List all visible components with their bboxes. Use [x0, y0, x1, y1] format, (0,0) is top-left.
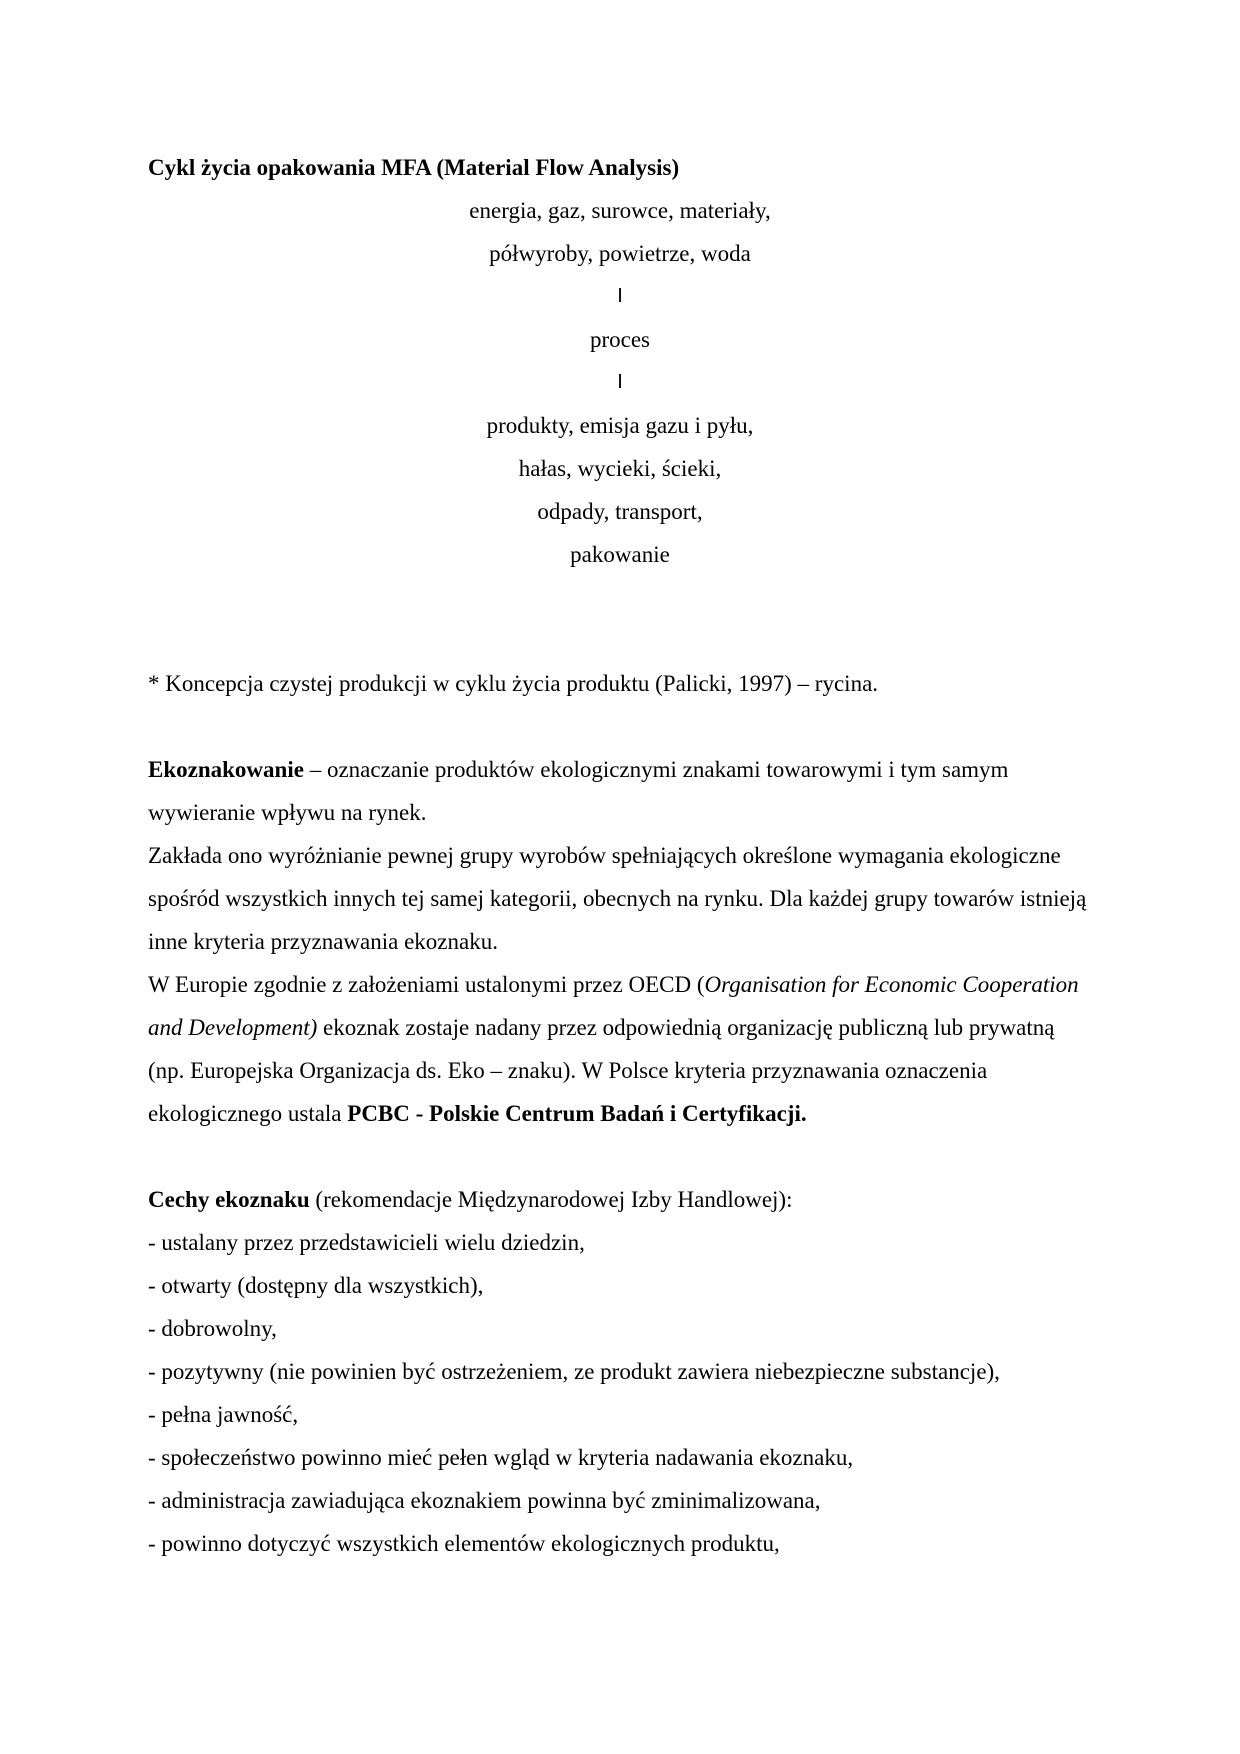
list-item: - pozytywny (nie powinien być ostrzeżeniem, ze produkt zawiera niebezpieczne substancje), — [148, 1350, 1092, 1393]
flow-separator: I — [617, 371, 623, 393]
flow-input-line: półwyroby, powietrze, woda — [489, 241, 751, 266]
ecolabel-section — [148, 748, 1092, 1135]
material-flow-diagram — [148, 189, 1092, 576]
ecolabel-term: Ekoznakowanie — [148, 757, 304, 782]
oecd-full-name: Organisation for Economic Cooperation and Development) — [148, 972, 1079, 1040]
ecolabel-definition-text: – oznaczanie produktów ekologicznymi znakami towarowymi i tym samym wywieranie wpływu na rynek. — [148, 757, 1009, 825]
ecolabel-paragraph — [148, 963, 1092, 1135]
flow-output-line: pakowanie — [570, 542, 670, 567]
list-item: - administracja zawiadująca ekoznakiem powinna być zminimalizowana, — [148, 1479, 1092, 1522]
ecolabel-definition — [148, 748, 1092, 834]
page-title: Cykl życia opakowania MFA (Material Flow Analysis) — [148, 155, 680, 180]
flow-output-line: odpady, transport, — [537, 499, 703, 524]
list-item: - otwarty (dostępny dla wszystkich), — [148, 1264, 1092, 1307]
features-heading-line — [148, 1178, 1092, 1221]
list-item: - powinno dotyczyć wszystkich elementów ekologicznych produktu, — [148, 1522, 1092, 1565]
ecolabel-paragraph: Zakłada ono wyróżnianie pewnej grupy wyrobów spełniających określone wymagania ekologiczne spośród wszystkich innych tej samej kategorii, obecnych na rynku. Dla każdej grupy towarów istnieją inne kryteria przyznawania ekoznaku. — [148, 843, 1087, 954]
figure-note: * Koncepcja czystej produkcji w cyklu życia produktu (Palicki, 1997) – rycina. — [148, 671, 879, 696]
features-heading-note: (rekomendacje Międzynarodowej Izby Handlowej): — [309, 1187, 793, 1212]
list-item: - dobrowolny, — [148, 1307, 1092, 1350]
features-list — [148, 1221, 1092, 1565]
flow-output-line: produkty, emisja gazu i pyłu, — [486, 413, 754, 438]
list-item: - pełna jawność, — [148, 1393, 1092, 1436]
document-page — [148, 146, 1092, 1565]
list-item: - społeczeństwo powinno mieć pełen wgląd w kryteria nadawania ekoznaku, — [148, 1436, 1092, 1479]
pcbc-name: PCBC - Polskie Centrum Badań i Certyfikacji. — [347, 1101, 807, 1126]
flow-process: proces — [589, 327, 651, 352]
flow-separator: I — [617, 285, 623, 307]
features-heading: Cechy ekoznaku — [148, 1187, 310, 1212]
paragraph-text: W Europie zgodnie z założeniami ustalonymi przez OECD ( — [148, 972, 705, 997]
list-item: - ustalany przez przedstawicieli wielu dziedzin, — [148, 1221, 1092, 1264]
features-section — [148, 1178, 1092, 1565]
flow-output-line: hałas, wycieki, ścieki, — [518, 456, 722, 481]
flow-input-line: energia, gaz, surowce, materiały, — [469, 198, 771, 223]
paragraph-text: ekoznak zostaje nadany przez odpowiednią organizację publiczną lub prywatną (np. Europejska Organizacja ds. Eko – znaku). W Polsce kryteria przyznawania oznaczenia ekologicznego ustala — [148, 1015, 1055, 1126]
